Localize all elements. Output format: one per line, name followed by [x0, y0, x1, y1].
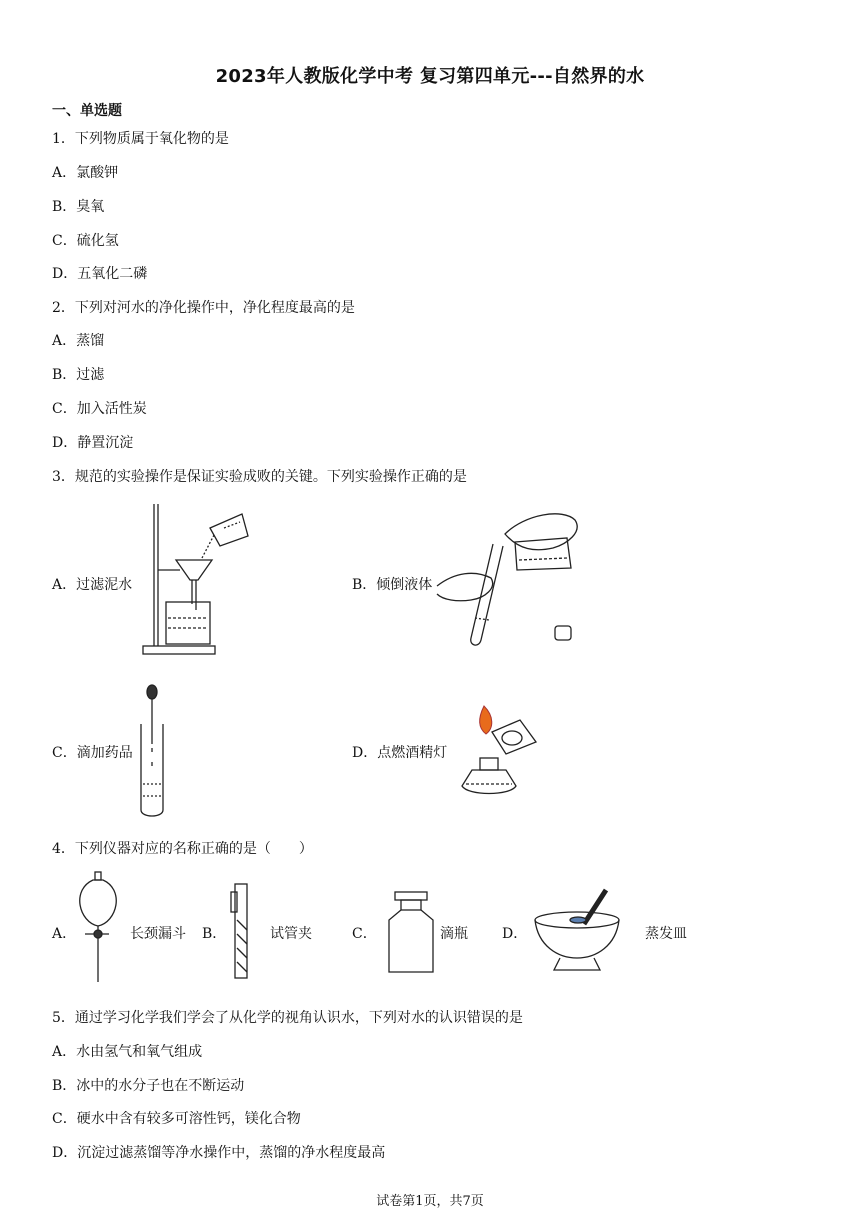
question-4-stem: 4．下列仪器对应的名称正确的是（ ）: [52, 841, 313, 857]
reagent-bottle-figure: [385, 890, 437, 976]
question-3-option-d: D．点燃酒精灯: [352, 745, 448, 761]
section-heading: 一、单选题: [52, 103, 122, 119]
question-2-option-c: C．加入活性炭: [52, 401, 147, 417]
question-2-option-a: A．蒸馏: [52, 333, 105, 349]
question-3-stem: 3．规范的实验操作是保证实验成败的关键。下列实验操作正确的是: [52, 469, 467, 485]
question-5-option-b: B．冰中的水分子也在不断运动: [52, 1078, 245, 1094]
question-4-letter-a: A．: [52, 926, 77, 942]
question-4-letter-b: B．: [202, 926, 227, 942]
page-footer: 试卷第1页，共7页: [376, 1194, 484, 1209]
alcohol-lamp-figure: [450, 702, 545, 802]
filtration-apparatus-figure: [140, 500, 255, 660]
question-1-option-c: C．硫化氢: [52, 233, 119, 249]
question-4-name-b: 试管夹: [270, 926, 312, 942]
question-4-letter-d: D．: [502, 926, 528, 942]
question-4-name-c: 滴瓶: [440, 926, 468, 942]
question-4-letter-c: C．: [352, 926, 377, 942]
question-2-stem: 2．下列对河水的净化操作中，净化程度最高的是: [52, 300, 355, 316]
mortar-and-pestle-figure: [530, 884, 625, 976]
question-3-option-b: B．倾倒液体: [352, 577, 433, 593]
question-1-stem: 1．下列物质属于氧化物的是: [52, 131, 229, 147]
question-5-option-d: D．沉淀过滤蒸馏等净水操作中，蒸馏的净水程度最高: [52, 1145, 386, 1161]
question-5-option-c: C．硬水中含有较多可溶性钙，镁化合物: [52, 1111, 301, 1127]
pouring-liquid-figure: [435, 508, 585, 653]
question-5-option-a: A．水由氢气和氧气组成: [52, 1044, 203, 1060]
question-2-option-d: D．静置沉淀: [52, 435, 134, 451]
question-4-name-d: 蒸发皿: [645, 926, 687, 942]
question-2-option-b: B．过滤: [52, 367, 105, 383]
question-1-option-d: D．五氧化二磷: [52, 266, 148, 282]
question-4-name-a: 长颈漏斗: [130, 926, 186, 942]
test-tube-holder-figure: [225, 880, 255, 982]
question-5-stem: 5．通过学习化学我们学会了从化学的视角认识水，下列对水的认识错误的是: [52, 1010, 523, 1026]
question-3-option-c: C．滴加药品: [52, 745, 133, 761]
dropper-figure: [135, 684, 175, 819]
question-1-option-a: A．氯酸钾: [52, 165, 119, 181]
separatory-funnel-figure: [75, 870, 125, 990]
question-3-option-a: A．过滤泥水: [52, 577, 133, 593]
question-1-option-b: B．臭氧: [52, 199, 105, 215]
page-title: 2023年人教版化学中考 复习第四单元---自然界的水: [215, 66, 645, 87]
